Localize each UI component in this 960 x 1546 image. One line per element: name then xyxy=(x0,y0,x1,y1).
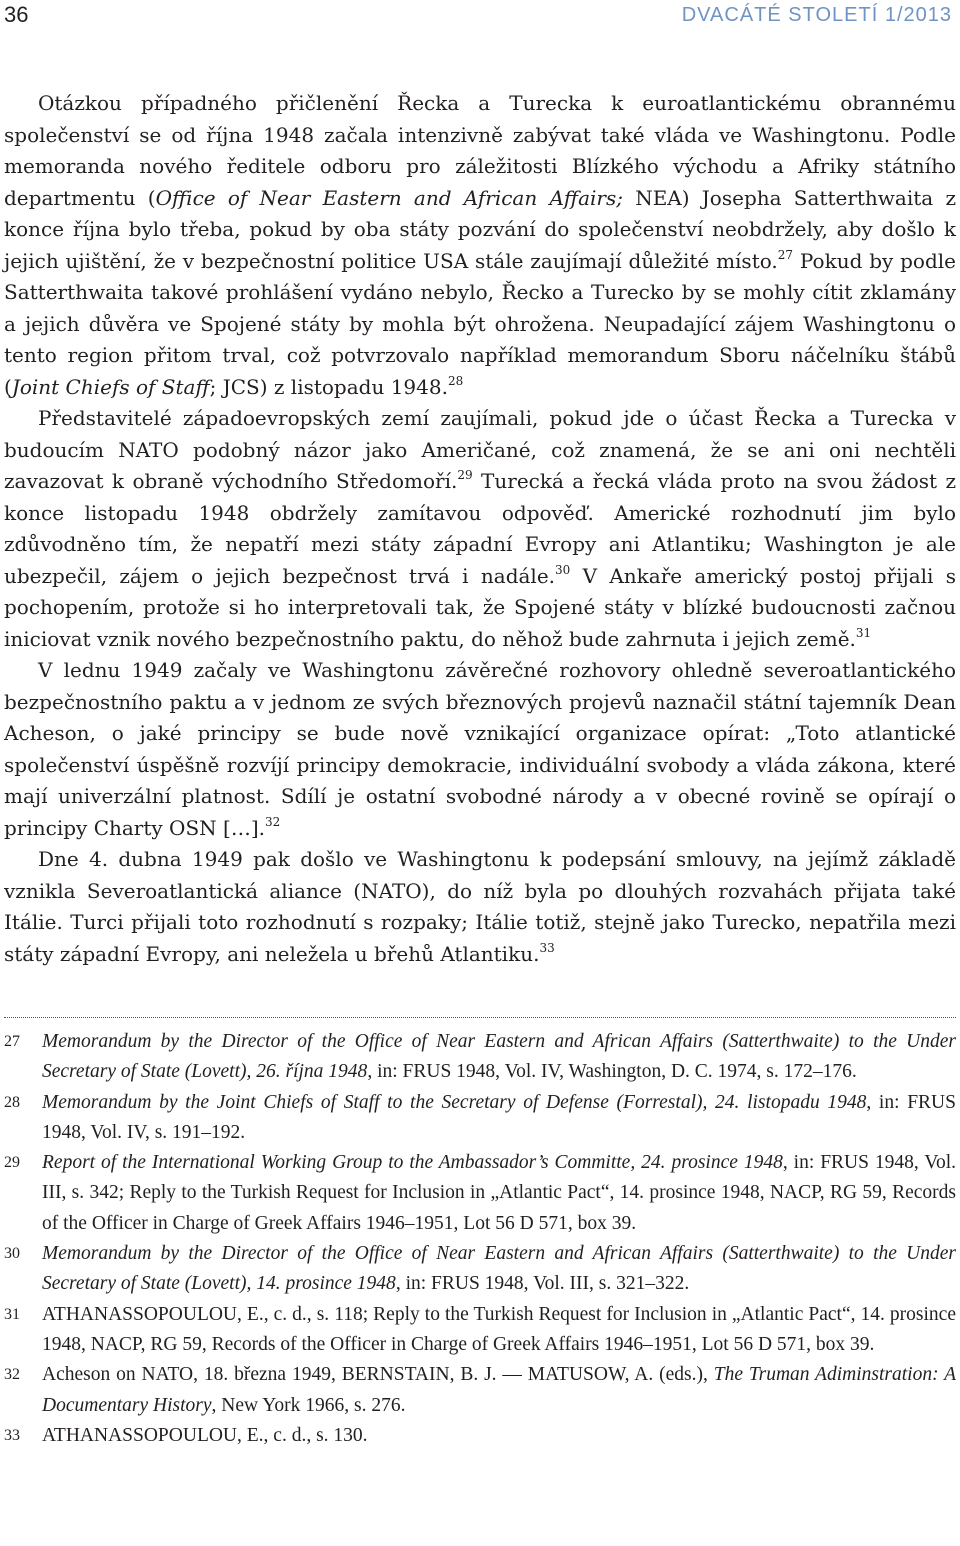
footnote-number: 31 xyxy=(4,1305,20,1323)
text-run: Dne 4. dubna 1949 pak došlo ve Washingtonu k podepsání smlouvy, na jejímž základě vznikla Severoatlantická aliance (NATO), do níž byla po dlouhých rozvahách přijata také Itálie. Turci přijali toto rozhodnutí s rozpaky; Itálie totiž, stejně jako Turecko, nepatřila mezi státy západní Evropy, ani neležela u břehů Atlantiku. xyxy=(4,847,956,966)
footnote-italic: Memorandum by the Director of the Office of Near Eastern and African Affairs (Satterthwaite) to the Under Secretary of State (Lovett), 26. října 1948 xyxy=(42,1031,956,1083)
running-head: DVACÁTÉ STOLETÍ 1/2013 xyxy=(681,4,952,26)
footnote-text: , in: FRUS 1948, Vol. III, s. 342; Reply to the Turkish Request for Inclusion in „Atlantic Pact“, 14. prosince 1948, NACP, RG 59, Records of the Officer in Charge of Greek Affairs 1946–1951, Lot 56 D 571, box 39. xyxy=(42,1152,957,1234)
footnote xyxy=(0,1148,956,1239)
footnote-text: , in: FRUS 1948, Vol. IV, s. 191–192. xyxy=(42,1091,956,1143)
footnote-ref[interactable]: 33 xyxy=(539,940,555,955)
footnote-ref[interactable]: 27 xyxy=(777,247,794,262)
footnote-ref[interactable]: 30 xyxy=(555,562,571,577)
footnote-ref[interactable]: 32 xyxy=(264,814,281,829)
footnote xyxy=(0,1421,956,1451)
footnote-number: 29 xyxy=(4,1154,20,1172)
footnote-italic: Memorandum by the Director of the Office of Near Eastern and African Affairs (Satterthwaite) to the Under Secretary of State (Lovett), 14. prosince 1948 xyxy=(42,1243,956,1295)
text-run: V Ankaře americký postoj přijali s pochopením, protože si ho interpretovali tak, že Spojené státy v blízké budoucnosti začnou iniciovat vznik nového bezpečnostního paktu, do něhož bude zahrnuta i jejich země. xyxy=(4,563,956,651)
paragraph xyxy=(4,844,956,970)
text-run: ; JCS) z listopadu 1948. xyxy=(209,374,448,399)
footnote xyxy=(0,1239,956,1300)
text-run: NEA) Josepha Satterthwaita z konce října bylo třeba, pokud by oba státy pozvání do společenství neobdržely, aby došlo k jejich ujištění, že v bezpečnostní politice USA stále zaujímají důležité místo. xyxy=(4,185,956,273)
footnote-number: 30 xyxy=(4,1245,20,1263)
main-text xyxy=(4,88,956,970)
footnote-number: 28 xyxy=(4,1093,20,1111)
footnote-ref[interactable]: 29 xyxy=(457,468,473,482)
footnote-italic: The Truman Adiminstration: A Documentary History xyxy=(42,1364,956,1416)
footnote-text: , in: FRUS 1948, Vol. III, s. 321–322. xyxy=(395,1273,690,1295)
footnote-separator xyxy=(4,1017,956,1018)
text-run: Představitelé západoevropských zemí zaujímali, pokud jde o účast Řecka a Turecka v budoucím NATO podobný názor jako Američané, což znamená, že se ani oni nechtěli zavazovat k obraně východního Středomoří. xyxy=(4,406,956,493)
paragraph xyxy=(4,655,956,844)
footnote xyxy=(0,1088,956,1149)
text-run-italic: Office of Near Eastern and African Affairs; xyxy=(155,185,623,210)
footnote-text: Acheson on NATO, 18. března 1949, BERNSTAIN, B. J. — MATUSOW, A. (eds.), xyxy=(42,1364,714,1386)
footnote xyxy=(0,1360,956,1421)
text-run: Pokud by podle Satterthwaita takové prohlášení vydáno nebylo, Řecko a Turecko by se mohly cítit zklamány a jejich důvěra ve Spojené státy by mohla být ohrožena. Neupadající zájem Washingtonu o tento region přitom trval, což potvrzovalo například memorandum Sboru náčelníku štábů ( xyxy=(4,248,956,399)
footnote-ref[interactable]: 31 xyxy=(855,625,872,640)
footnotes xyxy=(0,1027,956,1451)
footnote xyxy=(0,1027,956,1088)
text-run: V lednu 1949 začaly ve Washingtonu závěrečné rozhovory ohledně severoatlantického bezpečnostního paktu a v jednom ze svých březnových projevů naznačil státní tajemník Dean Acheson, o jaké principy se bude nově vznikající organizace opírat: „Toto atlantické společenství úspěšně rozvíjí principy demokracie, individuální svobody a vláda zákona, které mají univerzální platnost. Sdílí je ostatní svobodné národy a v obecné rovině se opírají o principy Charty OSN […]. xyxy=(4,658,956,840)
text-run: Otázkou případného přičlenění Řecka a Turecka k euroatlantickému obrannému společenství se od října 1948 začala intenzivně zabývat také vláda ve Washingtonu. Podle memoranda nového ředitele odboru pro záležitosti Blízkého východu a Afriky státního departmentu ( xyxy=(4,91,956,210)
footnote-number: 27 xyxy=(4,1033,20,1050)
text-run-italic: Joint Chiefs of Staff xyxy=(11,374,210,399)
footnote xyxy=(0,1300,956,1361)
page-header xyxy=(0,2,960,32)
footnote-text: , New York 1966, s. 276. xyxy=(211,1394,406,1416)
footnote-text: , in: FRUS 1948, Vol. IV, Washington, D. C. 1974, s. 172–176. xyxy=(367,1061,857,1083)
text-run: Turecká a řecká vláda proto na svou žádost z konce listopadu 1948 obdržely zamítavou odpověď. Americké rozhodnutí jim bylo zdůvodněno tím, že nepatří mezi státy západní Evropy ani Atlantiku; Washington je ale ubezpečil, zájem o jejich bezpečnost trvá i nadále. xyxy=(4,469,956,588)
footnote-text: ATHANASSOPOULOU, E., c. d., s. 118; Reply to the Turkish Request for Inclusion in „Atlantic Pact“, 14. prosince 1948, NACP, RG 59, Records of the Officer in Charge of Greek Affairs 1946–1951, Lot 56 D 571, box 39. xyxy=(42,1303,956,1355)
paragraph xyxy=(4,403,956,655)
footnote-italic: Report of the International Working Group to the Ambassador’s Committe, 24. prosince 1948 xyxy=(42,1152,783,1174)
footnote-number: 33 xyxy=(4,1426,20,1444)
footnote-number: 32 xyxy=(4,1366,20,1384)
page-number: 36 xyxy=(4,2,29,27)
paragraph xyxy=(4,88,956,403)
footnote-text: ATHANASSOPOULOU, E., c. d., s. 130. xyxy=(42,1424,368,1446)
footnote-italic: Memorandum by the Joint Chiefs of Staff to the Secretary of Defense (Forrestal), 24. listopadu 1948 xyxy=(42,1091,867,1113)
footnote-ref[interactable]: 28 xyxy=(447,373,464,388)
